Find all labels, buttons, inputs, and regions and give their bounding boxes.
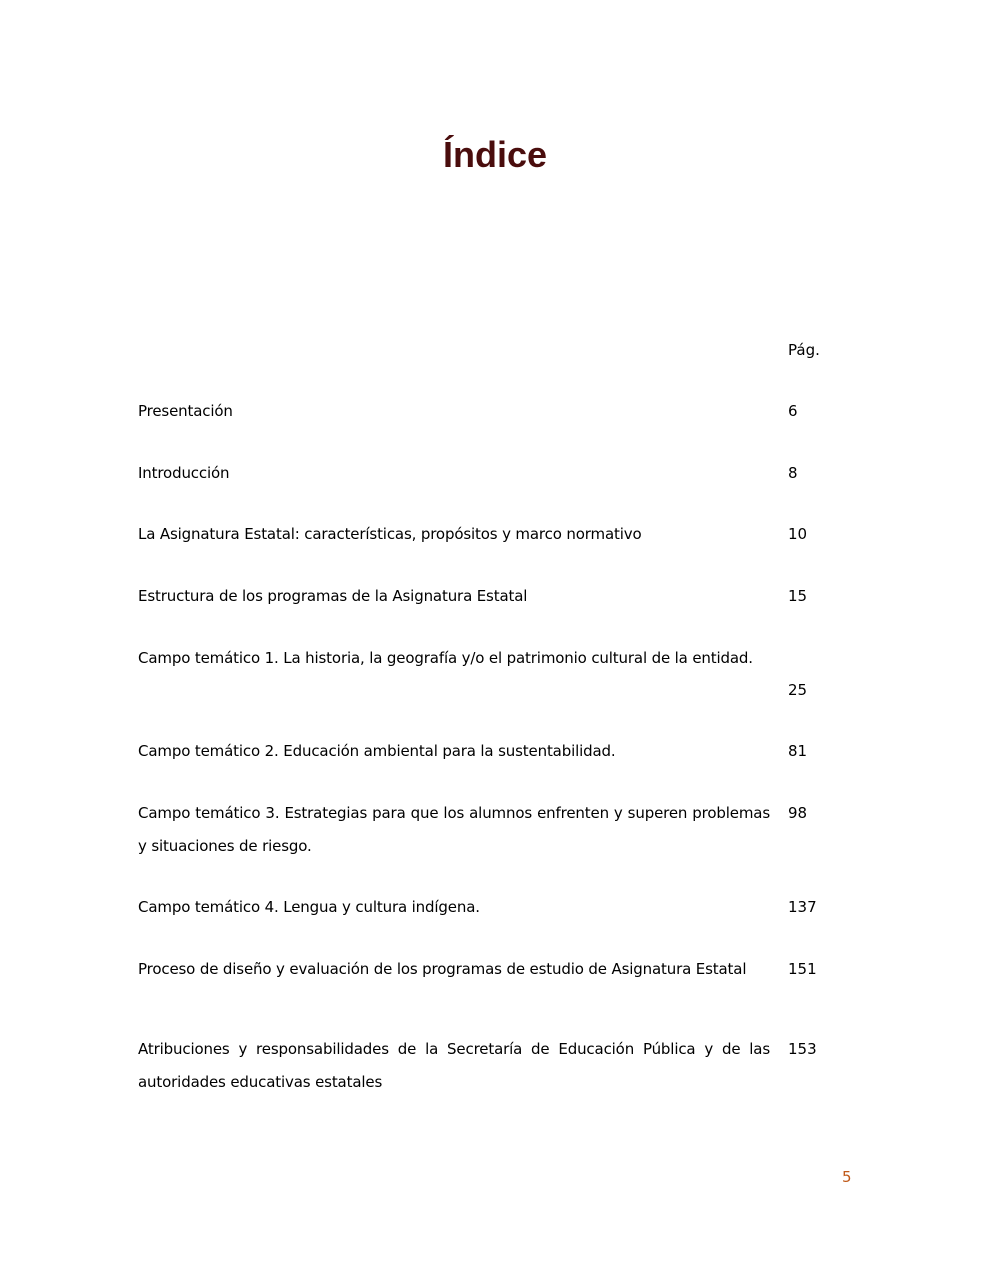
page-column-header: Pág.	[788, 341, 820, 359]
toc-entry-title: Campo temático 2. Educación ambiental para la sustentabilidad.	[138, 742, 616, 760]
toc-entry-page: 15	[788, 587, 808, 605]
toc-entry-page: 25	[788, 681, 808, 699]
toc-entry-page: 8	[788, 464, 798, 482]
toc-entry-title: Introducción	[138, 464, 230, 482]
toc-entry-page: 151	[788, 960, 817, 978]
toc-entry-page: 98	[788, 804, 808, 822]
toc-entry-title: Campo temático 1. La historia, la geografía y/o el patrimonio cultural de la entidad.	[138, 649, 753, 667]
toc-entry-title: Campo temático 4. Lengua y cultura indígena.	[138, 898, 480, 916]
toc-entry-title: La Asignatura Estatal: características, propósitos y marco normativo	[138, 525, 642, 543]
toc-entry-title: Campo temático 3. Estrategias para que los alumnos enfrenten y superen problemas y situaciones de riesgo.	[138, 804, 770, 855]
toc-entry-title: Proceso de diseño y evaluación de los programas de estudio de Asignatura Estatal	[138, 960, 747, 978]
page-title: Índice	[442, 134, 548, 175]
toc-entry-page: 81	[788, 742, 808, 760]
toc-entry-title: Estructura de los programas de la Asignatura Estatal	[138, 587, 528, 605]
footer-page-number: 5	[842, 1168, 852, 1186]
toc-entry-title: Presentación	[138, 402, 233, 420]
toc-entry-page: 6	[788, 402, 798, 420]
toc-entry-page: 153	[788, 1040, 817, 1058]
toc-entry-page: 137	[788, 898, 817, 916]
toc-entry-page: 10	[788, 525, 808, 543]
toc-entry-title: Atribuciones y responsabilidades de la Secretaría de Educación Pública y de las autoridades educativas estatales	[138, 1040, 770, 1091]
